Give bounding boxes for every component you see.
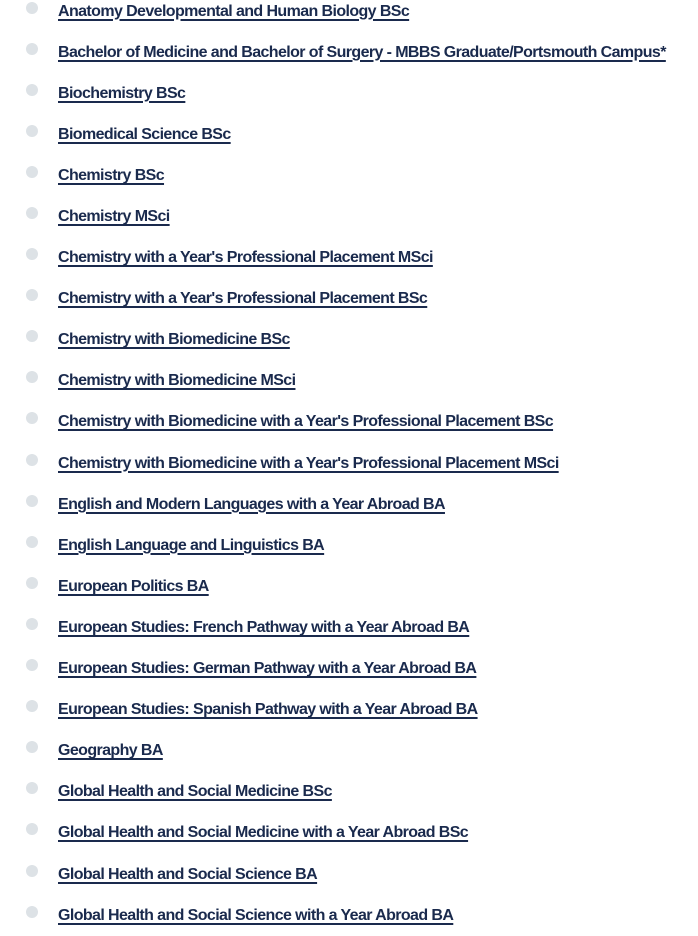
list-item <box>0 114 698 155</box>
list-item <box>0 607 698 648</box>
bullet-icon <box>26 536 38 548</box>
bullet-icon <box>26 125 38 137</box>
list-item <box>0 361 698 402</box>
list-item <box>0 402 698 443</box>
list-item <box>0 813 698 854</box>
list-item <box>0 649 698 690</box>
course-link[interactable]: Global Health and Social Science with a Year Abroad BA <box>58 906 454 924</box>
course-link[interactable]: Chemistry with Biomedicine with a Year's Professional Placement BSc <box>58 413 554 431</box>
bullet-icon <box>26 906 38 918</box>
list-item <box>0 690 698 731</box>
bullet-icon <box>26 412 38 424</box>
course-link[interactable]: Anatomy Developmental and Human Biology BSc <box>58 2 410 20</box>
list-item <box>0 32 698 73</box>
course-link[interactable]: Global Health and Social Medicine with a Year Abroad BSc <box>58 824 469 842</box>
list-item <box>0 279 698 320</box>
bullet-icon <box>26 2 38 14</box>
bullet-icon <box>26 782 38 794</box>
bullet-icon <box>26 577 38 589</box>
bullet-icon <box>26 43 38 55</box>
course-link[interactable]: European Studies: German Pathway with a Year Abroad BA <box>58 660 477 678</box>
bullet-icon <box>26 289 38 301</box>
list-item <box>0 196 698 237</box>
course-link[interactable]: Bachelor of Medicine and Bachelor of Surgery - MBBS Graduate/Portsmouth Campus* <box>58 43 666 61</box>
course-link[interactable]: English Language and Linguistics BA <box>58 536 325 554</box>
bullet-icon <box>26 823 38 835</box>
course-link[interactable]: Chemistry with Biomedicine with a Year's Professional Placement MSci <box>58 454 559 472</box>
list-item <box>0 772 698 813</box>
course-link[interactable]: Chemistry with a Year's Professional Placement MSci <box>58 249 433 267</box>
course-link[interactable]: Global Health and Social Science BA <box>58 865 318 883</box>
course-link[interactable]: English and Modern Languages with a Year Abroad BA <box>58 495 445 513</box>
course-link[interactable]: Chemistry MSci <box>58 208 170 226</box>
course-link[interactable]: European Politics BA <box>58 577 209 595</box>
bullet-icon <box>26 207 38 219</box>
list-item <box>0 484 698 525</box>
bullet-icon <box>26 371 38 383</box>
bullet-icon <box>26 618 38 630</box>
course-link[interactable]: Chemistry BSc <box>58 166 165 184</box>
list-item <box>0 525 698 566</box>
course-link[interactable]: Biomedical Science BSc <box>58 125 231 143</box>
bullet-icon <box>26 865 38 877</box>
bullet-icon <box>26 659 38 671</box>
bullet-icon <box>26 248 38 260</box>
list-item <box>0 566 698 607</box>
bullet-icon <box>26 700 38 712</box>
list-item <box>0 320 698 361</box>
bullet-icon <box>26 330 38 342</box>
course-link[interactable]: Global Health and Social Medicine BSc <box>58 783 332 801</box>
bullet-icon <box>26 454 38 466</box>
course-link[interactable]: Biochemistry BSc <box>58 84 186 102</box>
list-item <box>0 895 698 936</box>
course-link[interactable]: European Studies: Spanish Pathway with a Year Abroad BA <box>58 701 478 719</box>
course-link[interactable]: Chemistry with a Year's Professional Placement BSc <box>58 290 428 308</box>
list-item <box>0 155 698 196</box>
list-item <box>0 238 698 279</box>
list-item <box>0 73 698 114</box>
list-item <box>0 854 698 895</box>
bullet-icon <box>26 84 38 96</box>
list-item <box>0 443 698 484</box>
course-link[interactable]: Geography BA <box>58 742 163 760</box>
bullet-icon <box>26 741 38 753</box>
bullet-icon <box>26 166 38 178</box>
course-link[interactable]: European Studies: French Pathway with a Year Abroad BA <box>58 618 470 636</box>
list-item <box>0 731 698 772</box>
bullet-icon <box>26 495 38 507</box>
course-link[interactable]: Chemistry with Biomedicine MSci <box>58 372 296 390</box>
list-item <box>0 0 698 32</box>
course-link[interactable]: Chemistry with Biomedicine BSc <box>58 331 290 349</box>
